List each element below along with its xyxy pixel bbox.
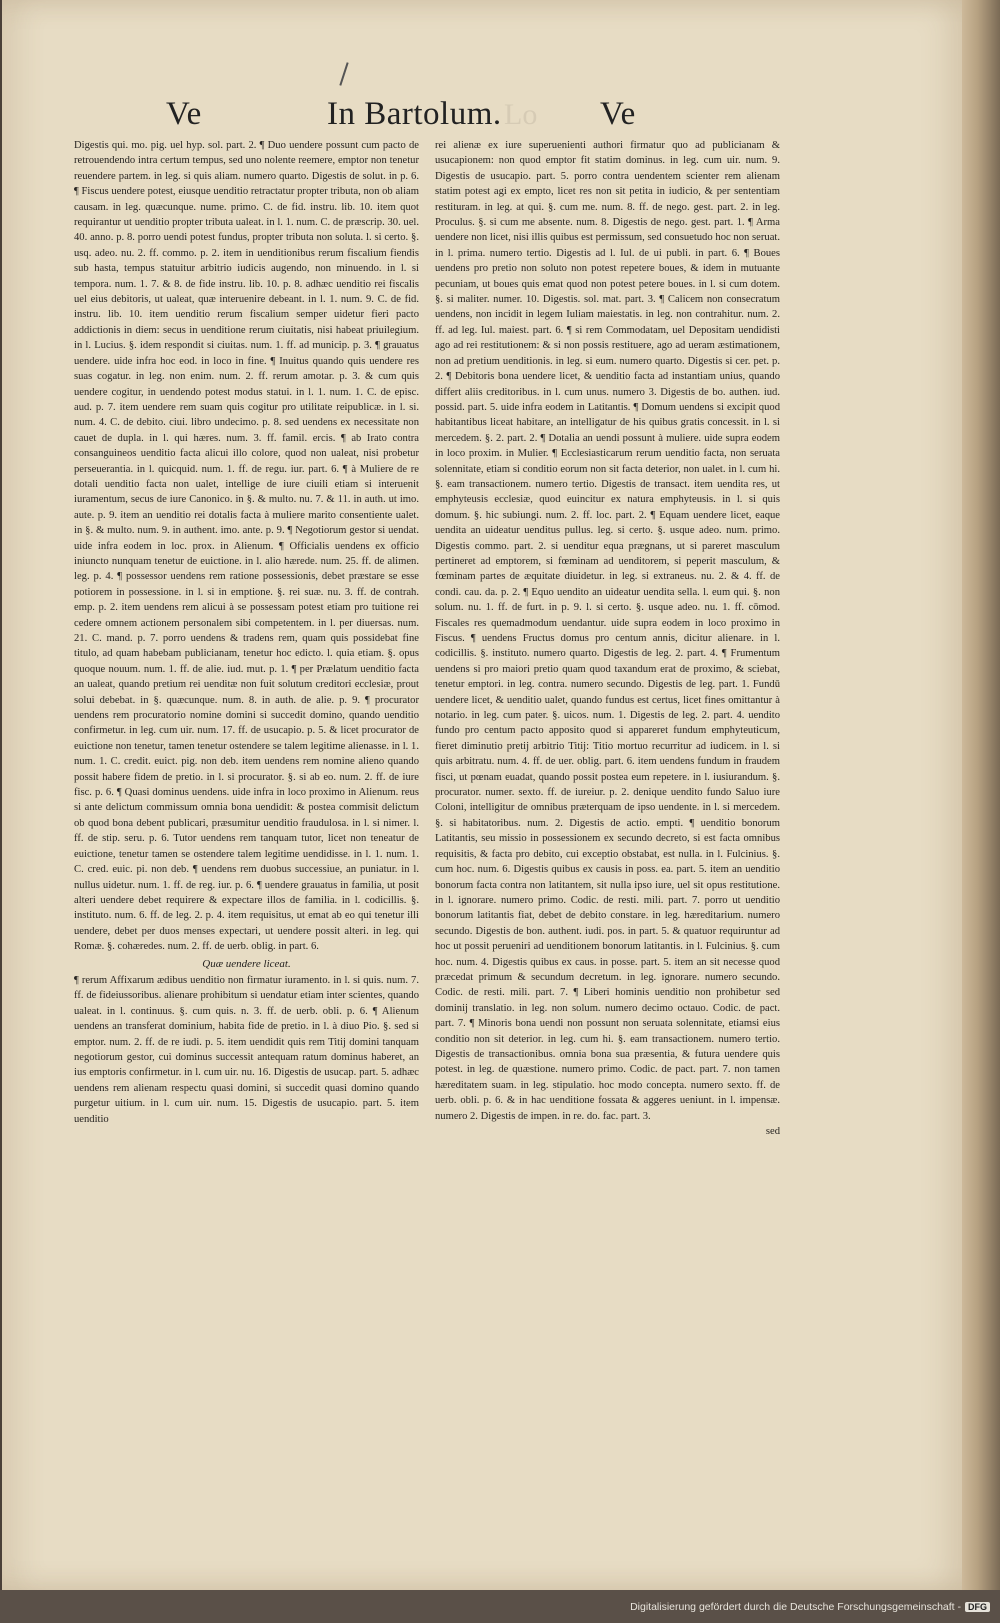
dfg-logo: DFG xyxy=(965,1602,990,1612)
left-paragraph: Digestis qui. mo. pig. uel hyp. sol. part. 2. ¶ Duo uendere possunt cum pacto de retrouendendo intra certum tempus, sed uno nolente reemere, emptor non tenetur reuendere partem. in leg. si quis aliam. numero quarto. Digestis de solut. in p. 6. ¶ Fiscus uendere potest, eiusque uenditio retractatur propter tributa, non ob aliam causam. in leg. quæcunque. nume. primo. C. de fid. instru. lib. 10. item quot requirantur ut uenditio propter tributa ualeat. in l. 1. num. C. de præscrip. 30. uel. 40. anno. p. 8. porro uendi potest fundus, propter tributa non soluta. l. si certo. §. usq. adeo. nu. 2. ff. commo. p. 2. item in uenditionibus rerum fiscalium fiendis sub hasta, tempus statuitur arbitrio iudicis augendo, non minuendo. in l. si tempora. num. 1. 7. & 8. de fide instru. lib. 10. p. 8. adhæc uenditio rei fiscalis uel eius debitoris, ut ualeat, quæ interuenire debeant. in l. 1. num. 9. C. de fid. instru. lib. 10. item uenditio rerum fiscalium semper uidetur fieri pacto addictionis in diem: secus in uenditione rerum ciuitatis, nisi habeat priuilegium. in l. Lucius. §. idem respondit si ciuitas. num. 1. ff. ad municip. p. 3. ¶ grauatus uendere. uide infra hoc eod. in loco in fine. ¶ Inuitus quando quis uendere res suas cogatur. in leg. non enim. num. 2. ff. rerum amotar. p. 3. & cum quis uendere cogitur, in uendendo potest modus statui. in l. 1. num. 1. C. de episc. aud. p. 7. item uendere rem suam quis cogitur pro utilitate reipublicæ. in l. si. num. 4. C. de debito. ciui. libro undecimo. p. 8. sed uendens ex necessitate non cauet de dupla. in l. qui hæres. num. 3. ff. famil. ercis. ¶ ab Irato contra consanguineos uenditio facta alicui illo colore, quod non ualeat, nisi probetur perseuerantia. in l. quicquid. num. 1. ff. de regu. iur. part. 6. ¶ à Muliere de re dotali uenditio facta non ualet, intellige de iure ciuili etiam si interuenit iuramentum, secus de iure Canonico. in §. & multo. nu. 7. & 11. in auth. ut imo. aute. p. 9. item an uenditio rei dotalis facta à muliere marito consentiente ualet. in §. & multo. num. 9. in authent. imo. ante. p. 9. ¶ Negotiorum gestor si uendat. uide infra eodem in loc. prox. in Alienum. ¶ Officialis uendens ex officio iniuncto nunquam tenetur de euictione. in l. alio hærede. num. 25. ff. de alimen. leg. p. 4. ¶ possessor uendens rem ratione possessionis, debet præstare se esse potiorem in possessione. in l. si in emptione. §. rei suæ. nu. 3. ff. de contrah. emp. p. 2. item uendens rem alicui à se possessam potest etiam pro tuitione rei cedere omnem actionem personalem sibi competentem. in l. per diuersas. num. 21. C. mand. p. 7. porro uendens & tradens rem, quam quis possidebat fine titulo, ad quam habebam publicianam, tenetur hoc edicto. l. quia etiam. §. opus quoque nouum. num. 1. ff. de alie. iud. mut. p. 1. ¶ per Prælatum uenditio facta an ualeat, quando pretium rei uenditæ non fuit solutum creditori ecclesiæ, prout solui debebat. in §. quæcunque. num. 8. in auth. de alie. p. 9. ¶ procurator uendens rem procuratorio nomine domini si succedit domino, quando uenditio confirmetur. in leg. cum uir. num. 17. ff. de usucapio. p. 5. & licet procurator de euictione non tenetur, tamen tenetur ostendere se talem legitime alienasse. in l. 1. num. 1. C. credit. euict. pig. non deb. item uendens rem nomine alieno quando possit habere fidem de pretio. in l. si procurator. §. si ab eo. num. 2. ff. de iure fisc. p. 6. ¶ Quasi dominus uendens. uide infra in loco proximo in Alienum. reus si ante delictum commissum omnia bona uendidit: & postea commisit delictum ob quod bona debent publicari, præsumitur uenditio fraudulosa. in l. si nimer. l. ff. de stip. seru. p. 6. Tutor uendens rem tanquam tutor, licet non teneatur de euictione, tenetur tamen se ostendere talem legitime uendidisse. in l. 1. num. 1. C. cred. euic. pi. non deb. ¶ uendens rem duobus successiue, an puniatur. in l. nullus uidetur. num. 1. ff. de reg. iur. p. 6. ¶ uendere grauatus in familia, ut posit alteri uendere debet requirere & expectare illos de familia. in l. codicillis. §. instituto. num. 6. ff. de leg. 2. p. 4. item requisitus, ut emat ab eo qui tenetur illi uendere, debet per duos menses expectari, ut uendere possit alteri. in leg. qui Romæ. §. cohæredes. num. 2. ff. de uerb. oblig. in part. 6. xyxy=(74,140,419,953)
running-head-title: In Bartolum. xyxy=(327,96,502,132)
running-head-left: Ve xyxy=(166,96,202,132)
right-paragraph: rei alienæ ex iure superuenienti authori firmatur quo ad publicianam & usucapionem: non quod emptor fit statim dominus. in leg. cum uir. num. 9. Digestis de usucapio. part. 5. porro contra uendentem scienter rem alienam statim potest agi ex empto, licet res non sit petita in iudicio, & per sententiam restituram. in leg. at qui. §. cum me. num. 8. ff. de nego. gest. part. 2. in leg. Proculus. §. si cum me absente. num. 8. Digestis de nego. gest. part. 1. ¶ Arma uendere non licet, nisi illis quibus est permissum, sed consuetudo hoc non seruat. in l. prima. numero tertio. Digestis ad l. Iul. de ui publi. in part. 6. ¶ Boues uendens pro pretio non soluto non potest repetere boues, & idem in mutuante pecuniam, ut boues quis emat quod non potest petere boues. in l. si cum dotem. §. si maliter. numer. 10. Digestis. sol. mat. part. 3. ¶ Calicem non consecratum uendens, non incidit in legem Iuliam maiestatis. in leg. non contrahitur. num. 2. ff. ad leg. Iul. maiest. part. 6. ¶ si rem Commodatam, uel Depositam uendidisti ago ad rei restitutionem: & si non possis restituere, ago ad ueram æstimationem, non ad pretium uenditionis. in leg. si eum. numero quarto. Digestis si cer. pet. p. 2. ¶ Debitoris bona uendere licet, & uenditio facta ad instantiam unius, quando differt aliis creditoribus. in l. cum unus. numero 3. Digestis de bo. authen. iud. possid. part. 5. uide infra eodem in Latitantis. ¶ Domum uendens si excipit quod habitantibus liceat habitare, an intelligatur de his quibus gratis concessit. in l. si mercedem. §. 2. part. 2. ¶ Dotalia an uendi possunt à muliere. uide supra eodem in loco proxim. in Mulier. ¶ Ecclesiasticarum rerum uenditio facta, non seruata solennitate, etiam si conditio eorum non sit facta deterior, non ualet. in l. cum hi. §. eam transactionem. numero tertio. Digestis de transact. item uendita res, ut emphyteusis ecclesiæ, quod euincitur ex natura emphyteusis. in l. si quis domum. §. hic subiungi. num. 2. ff. loc. part. 2. ¶ Equam uendere licet, eaque uendita an uideatur uenditus pullus. leg. si certo. §. usque adeo. num. primo. Digestis commo. part. 2. si uenditur equa prægnans, ut si pareret masculum pertineret ad emptorem, si fœminam ad uenditorem, si peperit masculum, & fœminam partes de æquitate diuidetur. in leg. si extraneus. nu. 2. & 4. ff. de condi. cau. da. p. 2. ¶ Equo uendito an uideatur uendita sella. l. eum qui. §. non solum. nu. 1. ff. de furt. in p. 9. l. si certo. §. usque adeo. nu. 1. ff. cōmod. Fiscales res quemadmodum uendantur. uide supra eodem in loco proximo in Fiscus. ¶ uendens Fructus domus pro centum annis, dicitur alienare. in l. codicillis. §. instituto. numero quarto. Digestis de leg. 2. part. 4. ¶ Frumentum uendens si pro maiori pretio quam quod taxandum erat de proximo, & sciebat, tenetur emptori. in leg. contra. numero secundo. Digestis de leg. part. 1. Fundū uendere licet, & uenditio ualet, quando fundus est certus, licet fines omittantur à notario. in leg. cum pater. §. uicos. num. 1. Digestis de leg. 2. part. 4. uendito fundo pro centum pacto apposito quod si appareret fundum emphyteuticum, fieret diminutio pretij arbitrio Titij: Titio mortuo recurritur ad iudicem. in l. si quis arbitratu. num. 4. ff. de uer. oblig. part. 6. item uendens fundum in fraudem fisci, ut pœnam euadat, quando possit postea eum repetere. in l. iusiurandum. §. procurator. numer. sexto. ff. de iureiur. p. 2. denique uendito fundo Saluo iure Coloni, intelligitur de omnibus præterquam de ipso uendente. in l. si mercedem. §. si habitatoribus. num. 2. Digestis de actio. empti. ¶ uenditio bonorum Latitantis, seu missio in possessionem ex secundo decreto, si est facta omnibus requisitis, & facta pro debito, cui exceptio obstabat, est nulla. in l. Fulcinius. §. cum hoc. num. 6. Digestis quibus ex causis in poss. ea. part. 5. item an uenditio bonorum facta contra non latitantem, sit nulla ipso iure, uel sit opus restitutione. in l. ignorare. numero primo. Codic. de resti. mili. part. 7. porro ut uenditio bonorum latitantis fiat, debet de debito constare. in leg. hæreditarium. numero secundo. Digestis de bon. authent. iudi. pos. in part. 5. & quatuor requiruntur ad hoc ut possit perueniri ad uenditionem bonorum latitantis. in l. Fulcinius. §. cum hoc. num. 4. Digestis quibus ex caus. in posse. part. 5. item an sit necesse quod præcedat primum & secundum decretum. in leg. ignorare. numero secundo. Codic. de resti. mili. part. 7. ¶ Liberi hominis uenditio non prohibetur sed dominij translatio. in leg. non solum. numero decimo octauo. Codic. de pact. part. 7. ¶ Minoris bona uendi non possunt non seruata solennitate, etiamsi eius conditio non sit deterior. in leg. cum hi. §. eam transactionem. numero tertio. Digestis de transactionibus. omnia bona sua præsentia, & futura uendere quis potest. in leg. de quæstione. numero primo. Codic. de pact. part. 7. non tamen hæreditatem suam. in leg. stipulatio. hoc modo concepta. numero sexto. ff. de uerb. obli. p. 6. & in hac uenditione fossata & aggeres ueniunt. in l. impensæ. numero 2. Digestis de impen. in re. do. fac. part. 3. xyxy=(435,140,780,1122)
footer-text: Digitalisierung gefördert durch die Deutsche Forschungsgemeinschaft - xyxy=(630,1601,961,1613)
running-head-right: Ve xyxy=(600,96,636,132)
left-column xyxy=(74,138,419,1278)
catchword: sed xyxy=(765,1126,780,1137)
left-paragraph: ¶ rerum Affixarum ædibus uenditio non firmatur iuramento. in l. si quis. num. 7. ff. de fideiussoribus. alienare prohibitum si uendatur etiam inter scientes, quando ualeat. in l. continuus. §. cum quis. n. 3. ff. de uerb. obli. p. 6. ¶ Alienum uendens an transferat dominium, habita fide de pretio. in l. à diuo Pio. §. sed si emptor. num. 2. ff. de re iudi. p. 5. item uendidit quis rem Titij domini tanquam negotiorum gestor, cui dominus successit antequam ratum dominus haberet, an ius emptoris confirmetur. in l. cum uir. nu. 16. Digestis de usucap. part. 5. adhæc uendens rem alienam respectu quasi domini, si succedit quasi domino quando purgetur uitium. in l. cum uir. num. 15. Digestis de usucapio. part. 5. item uenditio xyxy=(74,974,419,1125)
section-subheading: Quæ uendere liceat. xyxy=(202,957,291,970)
digitization-footer xyxy=(630,1601,990,1613)
show-through-text: Lo xyxy=(504,98,538,131)
right-column xyxy=(435,138,780,1278)
page-edge xyxy=(962,0,1000,1590)
